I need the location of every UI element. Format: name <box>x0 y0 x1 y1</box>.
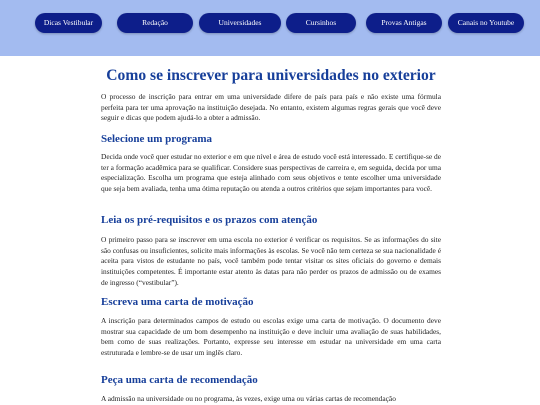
nav-canais-youtube-button[interactable]: Canais no Youtube <box>448 13 524 33</box>
page-title: Como se inscrever para universidades no exterior <box>106 67 436 84</box>
article <box>101 66 441 403</box>
section-text-motivation-letter: A inscrição para determinados campos de estudo ou escolas exige uma carta de motivação. O documento deve mostrar sua capacidade de um bom desempenho na instituição e deve incluir uma avaliação de suas habilidades, bem como de suas realizações. Portanto, expresse seu interesse em estudar na universidade em uma carta estruturada e lembre-se de usar um inglês claro. <box>101 316 441 358</box>
nav-provas-antigas-button[interactable]: Provas Antigas <box>366 13 442 33</box>
nav-cursinhos-button[interactable]: Cursinhos <box>286 13 356 33</box>
section-text-select-program: Decida onde você quer estudar no exterior e em que nível e área de estudo você está interessado. E certifique-se de ter a formação acadêmica para se qualificar. Considere suas perspectivas de carreira e, em seguida, decida por uma especialização. Escolha um programa que esteja alinhado com seus objetivos e tente escolher uma universidade que seja bem avaliada, tenha uma ótima reputação ou atenda a outros critérios que sejam importantes para você. <box>101 152 441 194</box>
section-heading-select-program: Selecione um programa <box>101 133 213 145</box>
nav-universidades-button[interactable]: Universidades <box>199 13 281 33</box>
section-text-recommendation-letter: A admissão na universidade ou no programa, às vezes, exige uma ou várias cartas de recomendação <box>101 394 396 403</box>
section-text-prerequisites: O primeiro passo para se inscrever em uma escola no exterior é verificar os requisitos. Se as informações do site são confusas ou insuficientes, solicite mais informações às escolas. Se você não tem certeza se sua nacionalidade é aceita para vistos de estudante no país, você também pode tentar visitar os sites oficiais do governo e demais instituições competentes. É importante estar atento às datas para não perder os prazos de admissão ou de exames de ingresso (“vestibular”). <box>101 235 441 287</box>
section-heading-motivation-letter: Escreva uma carta de motivação <box>101 296 254 308</box>
section-heading-recommendation-letter: Peça uma carta de recomendação <box>101 374 258 386</box>
nav-dicas-vestibular-button[interactable]: Dicas Vestibular <box>35 13 102 33</box>
intro-paragraph: O processo de inscrição para entrar em uma universidade difere de país para país e não existe uma fórmula perfeita para ter uma aprovação na instituição desejada. No entanto, existem algumas regras gerais que você deve seguir e dicas que podem ajudá-lo a obter a admissão. <box>101 92 441 123</box>
section-heading-prerequisites: Leia os pré-requisitos e os prazos com atenção <box>101 214 318 226</box>
nav-redacao-button[interactable]: Redação <box>117 13 193 33</box>
top-navigation-bar <box>0 0 540 56</box>
